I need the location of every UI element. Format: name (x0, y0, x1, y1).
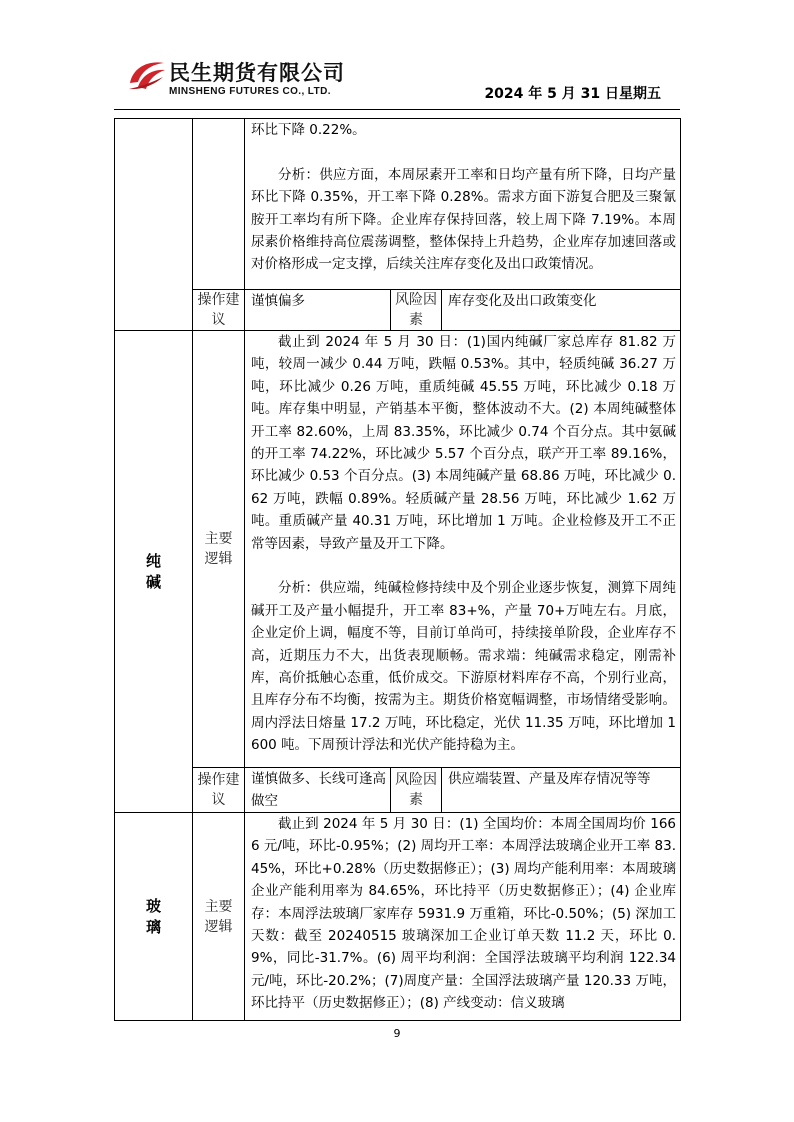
soda-analysis-text: 分析：供应端，纯碱检修持续中及个别企业逐步恢复，测算下周纯碱开工及产量小幅提升，开工率 83+%，产量 70+万吨左右。月底，企业定价上调，幅度不等，目前订单尚可，持续接单阶段，企业库存不高，近期压力不大，出货表现顺畅。需求端：纯碱需求稳定，刚需补库，高价抵触心态重，低价成交。下游原材料库存不高，个别行业高，且库存分布不均衡，按需为主。期货价格宽幅调整，市场情绪受影响。周内浮法日熔量 17.2 万吨，环比稳定，光伏 11.35 万吨，环比增加 1600 吨。下周预计浮法和光伏产能持稳为主。 (251, 580, 676, 754)
urea-logic-cell (245, 119, 681, 290)
soda-data-text: 截止到 2024 年 5 月 30 日：(1)国内纯碱厂家总库存 81.82 万吨，较周一减少 0.44 万吨，跌幅 0.53%。其中，轻质纯碱 36.27 万吨，环比减少 0.26 万吨，重质纯碱 45.55 万吨，环比减少 0.18 万吨。库存集中明显，产销基本平衡，整体波动不大。(2) 本周纯碱整体开工率 82.60%，上周 83.35%，环比减少 0.74 个百分点。其中氨碱的开工率 74.22%，环比减少 5.57 个百分点，联产开工率 89.16%，环比减少 0.53 个百分点。(3) 本周纯碱产量 68.86 万吨，环比减少 0.62 万吨，跌幅 0.89%。轻质碱产量 28.56 万吨，环比减少 1.62 万吨。重质碱产量 40.31 万吨，环比增加 1 万吨。企业检修及开工不正常等因素，导致产量及开工下降。 (251, 334, 676, 552)
table-row (115, 290, 681, 331)
advice-label: 操作建议 (193, 290, 245, 331)
soda-advice: 谨慎做多、长线可逢高做空 (245, 768, 391, 813)
logo-swoosh-icon (127, 57, 167, 93)
product-name-soda (115, 331, 193, 813)
advice-label: 操作建议 (193, 768, 245, 813)
report-date: 2024 年 5 月 31 日星期五 (484, 86, 661, 102)
table-row (115, 119, 681, 290)
table-row (115, 768, 681, 813)
page-number: 9 (393, 1027, 401, 1040)
soda-risk: 供应端装置、产量及库存情况等等 (442, 768, 681, 813)
logic-label: 主要逻辑 (193, 813, 245, 1021)
product-label: 纯碱 (145, 551, 161, 591)
urea-risk: 库存变化及出口政策变化 (442, 290, 681, 331)
table-row (115, 331, 681, 768)
product-cell-urea (115, 119, 193, 331)
glass-logic-cell (245, 813, 681, 1021)
soda-logic-cell (245, 331, 681, 768)
logic-label: 主要逻辑 (193, 331, 245, 768)
company-logo (127, 55, 367, 105)
glass-data-text: 截止到 2024 年 5 月 30 日：(1) 全国均价：本周全国周均价 1666 元/吨，环比-0.95%；(2) 周均开工率：本周浮法玻璃企业开工率 83.45%，环比+0.28%（历史数据修正）；(3) 周均产能利用率：本周玻璃企业产能利用率为 84.65%，环比持平（历史数据修正）；(4) 企业库存：本周浮法玻璃厂家库存 5931.9 万重箱，环比-0.50%；(5) 深加工天数：截至 20240515 玻璃深加工企业订单天数 11.2 天，环比 0.9%，同比-31.7%。(6) 周平均利润：全国浮法玻璃平均利润 122.34 元/吨，环比-20.2%；(7)周度产量：全国浮法玻璃产量 120.33 万吨，环比持平（历史数据修正）；(8) 产线变动：信义玻璃 (251, 816, 676, 1012)
page-header (0, 0, 794, 118)
header-rule (114, 109, 680, 110)
product-name-glass (115, 813, 193, 1021)
analysis-table (114, 118, 681, 1021)
urea-continued-text: 环比下降 0.22%。 (251, 122, 366, 138)
company-name-en: MINSHENG FUTURES CO., LTD. (169, 86, 331, 97)
risk-label: 风险因素 (391, 290, 442, 331)
risk-label: 风险因素 (391, 768, 442, 813)
label-cell (193, 119, 245, 290)
urea-analysis-text: 分析：供应方面，本周尿素开工率和日均产量有所下降，日均产量环比下降 0.35%，开工率下降 0.28%。需求方面下游复合肥及三聚氰胺开工率均有所下降。企业库存保持回落，较上周下降 7.19%。本周尿素价格维持高位震荡调整，整体保持上升趋势，企业库存加速回落或对价格形成一定支撑，后续关注库存变化及出口政策情况。 (251, 166, 676, 273)
company-name-cn: 民生期货有限公司 (169, 61, 345, 85)
product-label: 玻璃 (145, 896, 161, 936)
table-row (115, 813, 681, 1021)
urea-advice: 谨慎偏多 (245, 290, 391, 331)
